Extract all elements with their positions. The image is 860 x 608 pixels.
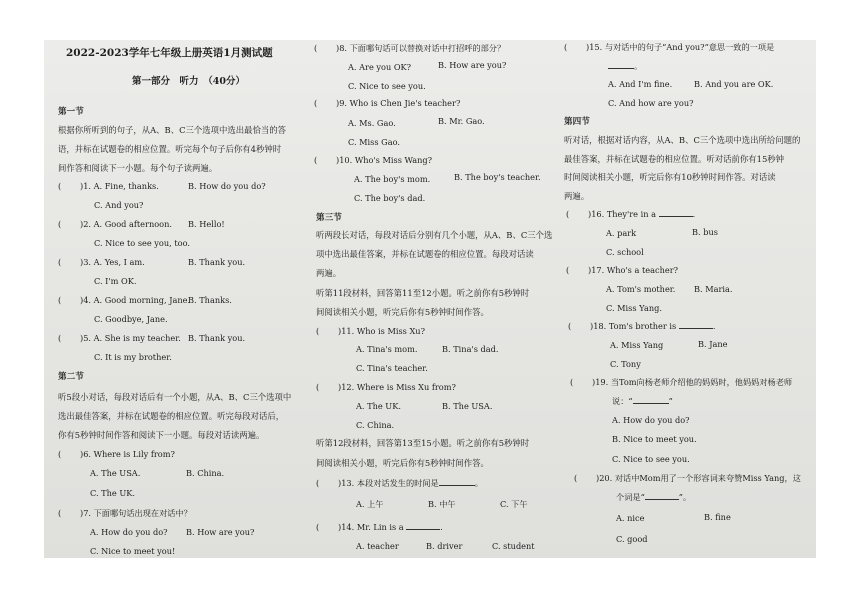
section-heading: 第一节 [58, 107, 84, 117]
instruction-line: 根据你所听到的句子，从A、B、C三个选项中选出最恰当的答 [58, 125, 286, 135]
option-c: C. The UK. [90, 488, 135, 498]
option-a: A. Good afternoon. [93, 219, 172, 229]
answer-bracket[interactable]: ( [314, 43, 318, 53]
option-c: C. Tina's teacher. [356, 363, 428, 373]
question-end: 。 [474, 478, 483, 488]
column-right [564, 40, 816, 558]
question-19 [570, 377, 792, 388]
instruction-line: 两遍。 [564, 191, 590, 201]
answer-bracket[interactable]: ( [316, 478, 320, 488]
answer-bracket[interactable]: ( [316, 326, 320, 336]
answer-bracket[interactable]: ( [58, 181, 62, 191]
answer-blank[interactable] [645, 499, 679, 500]
question-stem: )12. Where is Miss Xu from? [338, 382, 456, 392]
instruction-line: 你有5秒钟时间作答和阅读下一小题。每段对话读两遍。 [58, 430, 265, 440]
question-end: . [440, 522, 443, 532]
answer-bracket[interactable]: ( [316, 522, 320, 532]
option-b: B. The USA. [442, 401, 493, 411]
answer-bracket[interactable]: ( [316, 382, 320, 392]
answer-blank[interactable] [608, 68, 634, 69]
question-16 [566, 209, 695, 220]
instruction-line: 听对话，根据对话内容，从A、B、C三个选项中选出所给问题的 [564, 135, 801, 145]
option-b: B. driver [426, 541, 463, 551]
option-a: A. Are you OK? [348, 62, 412, 72]
question-end: 。 [634, 61, 643, 71]
instruction-line: 项中选出最佳答案，并标在试题卷的相应位置。每段对话读 [316, 249, 534, 259]
option-b: B. Mr. Gao. [438, 116, 485, 126]
option-c: C. Nice to see you. [612, 454, 690, 464]
question-11 [316, 326, 425, 337]
option-a: A. Fine, thanks. [93, 181, 159, 191]
instruction-line: 听两段长对话，每段对话后分别有几个小题，从A、B、C三个选 [316, 230, 553, 240]
answer-bracket[interactable]: ( [314, 98, 318, 108]
option-b: B. China. [186, 468, 225, 478]
option-a: A. She is my teacher. [93, 333, 181, 343]
question-17 [566, 265, 678, 276]
option-a: A. How do you do? [90, 527, 168, 537]
question-13 [316, 478, 483, 489]
answer-blank[interactable] [659, 216, 693, 217]
material-note: 间阅读相关小题，听完后你有5秒钟时间作答。 [316, 307, 489, 317]
question-number: )2. [80, 219, 92, 229]
option-c: C. Goodbye, Jane. [94, 314, 168, 324]
option-c: C. China. [356, 420, 395, 430]
option-b: B. Maria. [694, 284, 733, 294]
option-a: A. teacher [356, 541, 399, 551]
answer-bracket[interactable]: ( [564, 42, 568, 52]
instruction-line: 时间阅读相关小题，听完后你有10秒钟时间作答。对话读 [564, 172, 776, 182]
question-4 [58, 295, 190, 306]
question-stem: )9. Who is Chen Jie's teacher? [336, 98, 461, 108]
option-a: A. park [606, 228, 637, 238]
answer-bracket[interactable]: ( [566, 265, 570, 275]
option-a: A. How do you do? [612, 415, 690, 425]
question-stem: )19. 当Tom向杨老师介绍他的妈妈时，他妈妈对杨老师 [592, 377, 793, 387]
question-14 [316, 522, 443, 533]
question-stem: )15. 与对话中的句子“And you?”意思一致的一项是 [586, 42, 775, 52]
question-7 [58, 508, 192, 519]
option-b: B. Thank you. [188, 333, 246, 343]
answer-bracket[interactable]: ( [58, 295, 62, 305]
option-b: B. fine [704, 512, 731, 522]
question-3 [58, 257, 145, 268]
option-c: C. And you? [94, 200, 144, 210]
instruction-line: 语，并标在试题卷的相应位置。听完每个句子后你有4秒钟时 [58, 144, 282, 154]
material-note: 听第12段材料，回答第13至15小题。听之前你有5秒钟时 [316, 438, 530, 448]
answer-blank[interactable] [406, 529, 440, 530]
question-end: . [712, 321, 716, 331]
option-a: A. Good morning, Jane. [93, 295, 191, 305]
option-a: A. The UK. [356, 401, 401, 411]
instruction-line: 听5段小对话，每段对话后有一个小题，从A、B、C三个选项中 [58, 392, 292, 402]
question-stem: )11. Who is Miss Xu? [338, 326, 425, 336]
column-left [44, 40, 310, 558]
option-c: C. Miss Yang. [606, 303, 662, 313]
option-a: A. Tina's mom. [356, 344, 418, 354]
option-b: B. Thanks. [188, 295, 232, 305]
question-stem: )8. 下面哪句话可以替换对话中打招呼的部分？ [336, 43, 506, 53]
material-note: 间阅读相关小题，听完后你有5秒钟时间作答。 [316, 458, 489, 468]
option-b: B. bus [692, 227, 718, 237]
question-end: ” [668, 396, 673, 406]
question-1 [58, 181, 159, 192]
option-b: B. How are you? [186, 527, 255, 537]
option-c: C. student [492, 541, 535, 551]
option-b: B. Nice to meet you. [612, 434, 697, 444]
option-c: C. 下午 [500, 499, 528, 509]
option-a: A. nice [616, 513, 645, 523]
option-b: B. Jane [698, 339, 728, 349]
option-c: C. school [606, 247, 644, 257]
question-stem: )6. Where is Lily from? [80, 449, 175, 459]
instruction-line: 选出最佳答案，并标在试题卷的相应位置。听完每段对话后， [58, 411, 285, 421]
part-heading: 第一部分 听力 （40分） [132, 76, 245, 87]
question-number: )1. [80, 181, 92, 191]
option-b: B. Thank you. [188, 257, 246, 267]
option-a: A. And I'm fine. [608, 79, 673, 89]
question-5 [58, 333, 181, 344]
option-c: C. good [616, 534, 648, 544]
question-10 [314, 155, 432, 166]
option-c: C. I'm OK. [94, 276, 137, 286]
option-b: B. Tina's dad. [442, 344, 499, 354]
answer-bracket[interactable]: ( [568, 321, 572, 331]
option-c: C. Nice to see you, too. [94, 238, 190, 248]
question-end: . [692, 209, 696, 219]
answer-bracket[interactable]: ( [574, 473, 578, 483]
section-heading: 第三节 [316, 213, 342, 223]
option-c: C. Tony [610, 359, 641, 369]
option-a: A. Yes, I am. [93, 257, 145, 267]
question-stem-2: 个词是“ [616, 492, 645, 502]
question-stem-2: 说：“ [612, 396, 633, 406]
option-a: A. Ms. Gao. [348, 118, 396, 128]
option-a: A. Miss Yang [610, 340, 664, 350]
option-c: C. And how are you? [608, 98, 694, 108]
option-b: B. 中午 [428, 499, 456, 509]
option-c: C. Nice to meet you! [90, 546, 176, 556]
answer-blank[interactable] [439, 485, 475, 486]
option-a: A. 上午 [356, 499, 384, 509]
answer-bracket[interactable]: ( [566, 209, 570, 219]
option-c: C. Nice to see you. [348, 81, 426, 91]
instruction-line: 两遍。 [316, 268, 342, 278]
question-stem: )13. 本段对话发生的时间是 [338, 478, 439, 488]
option-b: B. How are you? [438, 60, 507, 70]
material-note: 听第11段材料，回答第11至12小题。听之前你有5秒钟时 [316, 288, 530, 298]
question-2 [58, 219, 172, 230]
question-stem: )14. Mr. Lin is a [338, 522, 404, 532]
option-c: C. Miss Gao. [348, 137, 400, 147]
answer-bracket[interactable]: ( [570, 377, 574, 387]
exam-title: 2022-2023学年七年级上册英语1月测试题 [66, 47, 273, 59]
question-stem: )7. 下面哪句话出现在对话中？ [80, 508, 192, 518]
exam-sheet [44, 40, 816, 558]
answer-bracket[interactable]: ( [58, 449, 62, 459]
option-c: C. The boy's dad. [354, 193, 426, 203]
option-a: A. Tom's mother. [606, 284, 676, 294]
question-stem: )16. They're in a [588, 209, 657, 219]
question-12 [316, 382, 456, 393]
answer-blank[interactable] [679, 328, 713, 329]
question-15 [564, 42, 774, 53]
answer-bracket[interactable]: ( [58, 257, 62, 267]
section-heading: 第四节 [564, 117, 590, 127]
question-stem: )18. Tom's brother is [590, 321, 677, 331]
question-20-continuation [616, 492, 691, 503]
question-8 [314, 43, 505, 54]
question-stem: )20. 对话中Mom用了一个形容词来夸赞Miss Yang，这 [596, 473, 801, 483]
answer-bracket[interactable]: ( [58, 508, 62, 518]
answer-bracket[interactable]: ( [58, 333, 62, 343]
column-middle [314, 40, 564, 558]
answer-blank[interactable] [633, 403, 669, 404]
option-a: A. The boy's mom. [354, 174, 431, 184]
answer-bracket[interactable]: ( [58, 219, 62, 229]
option-b: B. And you are OK. [694, 79, 774, 89]
question-6 [58, 449, 175, 460]
question-18 [568, 321, 715, 332]
option-b: B. The boy's teacher. [454, 172, 541, 182]
instruction-line: 最佳答案，并标在试题卷的相应位置。听对话前你有15秒钟 [564, 154, 785, 164]
option-a: A. The USA. [90, 468, 141, 478]
section-heading: 第二节 [58, 372, 84, 382]
question-15-answer [608, 61, 642, 72]
question-stem: )17. Who's a teacher? [588, 265, 678, 275]
instruction-line: 间作答和阅读下一小题。每个句子读两遍。 [58, 163, 218, 173]
question-19-continuation [612, 396, 673, 407]
question-20 [574, 473, 801, 484]
question-9 [314, 98, 460, 109]
question-stem: )10. Who's Miss Wang? [336, 155, 432, 165]
answer-bracket[interactable]: ( [314, 155, 318, 165]
option-c: C. It is my brother. [94, 352, 172, 362]
question-number: )4. [80, 295, 92, 305]
option-b: B. How do you do? [188, 181, 266, 191]
question-number: )3. [80, 257, 92, 267]
option-b: B. Hello! [188, 219, 225, 229]
question-end: ”。 [678, 492, 692, 502]
question-number: )5. [80, 333, 92, 343]
